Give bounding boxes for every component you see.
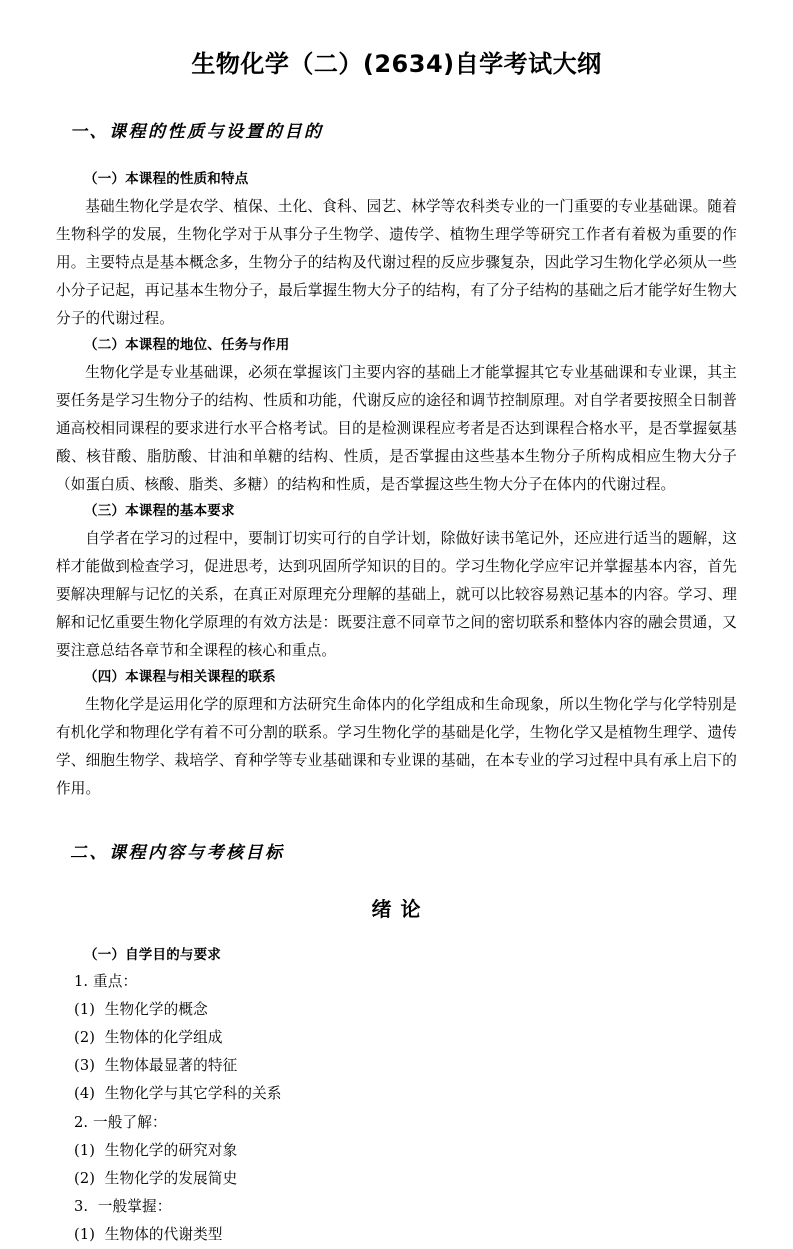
outline-list [56,968,737,1248]
spacer [56,925,737,943]
paragraph-1-1: 基础生物化学是农学、植保、土化、食科、园艺、林学等农科类专业的一门重要的专业基础课。随着生物科学的发展，生物化学对于从事分子生物学、遗传学、植物生理学等研究工作者有着极为重要的作用。主要特点是基本概念多，生物分子的结构及代谢过程的反应步骤复杂，因此学习生物化学必须从一些小分子记起，再记基本生物分子，最后掌握生物大分子的结构，有了分子结构的基础之后才能学好生物大分子的代谢过程。 [56,198,737,328]
paragraph-1-4: 生物化学是运用化学的原理和方法研究生命体内的化学组成和生命现象，所以生物化学与化学特别是有机化学和物理化学有着不可分割的联系。学习生物化学的基础是化学，生物化学又是植物生理学、遗传学、细胞生物学、栽培学、育种学等专业基础课和专业课的基础，在本专业的学习过程中具有承上启下的作用。 [56,695,737,797]
list-item: (2) 生物化学的发展简史 [74,1169,238,1187]
subsection-heading-1-2: （二）本课程的地位、任务与作用 [84,337,290,354]
chapter-title: 绪 论 [371,896,422,921]
list-item: (1) 生物化学的研究对象 [74,1141,238,1159]
subsection-heading-2-1: （一）自学目的与要求 [84,946,221,963]
spacer [56,145,737,167]
subsection-heading-1-4: （四）本课程与相关课程的联系 [84,669,276,686]
list-item: (1) 生物体的代谢类型 [74,1225,223,1243]
list-item: 3. 一般掌握： [74,1197,172,1215]
list-item: (2) 生物体的化学组成 [74,1029,223,1047]
section-heading-one: 一、课程的性质与设置的目的 [70,121,324,142]
subsection-heading-1-3: （三）本课程的基本要求 [84,503,235,520]
list-item: (4) 生物化学与其它学科的关系 [74,1085,282,1103]
list-item: (3) 生物体最显著的特征 [74,1057,238,1075]
subsection-heading-1-1: （一）本课程的性质和特点 [84,171,249,188]
spacer [56,867,737,893]
section-heading-two: 二、课程内容与考核目标 [70,843,285,864]
spacer [56,82,737,120]
list-item: (1) 生物化学的概念 [74,1001,208,1019]
page-title: 生物化学（二）(2634)自学考试大纲 [191,50,602,78]
paragraph-1-2: 生物化学是专业基础课，必须在掌握该门主要内容的基础上才能掌握其它专业基础课和专业课，其主要任务是学习生物分子的结构、性质和功能，代谢反应的途径和调节控制原理。对自学者要按照全日制普通高校相同课程的要求进行水平合格考试。目的是检测课程应考者是否达到课程合格水平，是否掌握氨基酸、核苷酸、脂肪酸、甘油和单糖的结构、性质，是否掌握由这些基本生物分子所构成相应生物大分子（如蛋白质、核酸、脂类、多糖）的结构和性质，是否掌握这些生物大分子在体内的代谢过程。 [56,363,737,494]
list-item: 1. 重点： [74,973,138,991]
spacer [56,803,737,841]
paragraph-1-3: 自学者在学习的过程中，要制订切实可行的自学计划，除做好读书笔记外，还应进行适当的题解，这样才能做到检查学习，促进思考，达到巩固所学知识的目的。学习生物化学应牢记并掌握基本内容，首先要解决理解与记忆的关系，在真正对原理充分理解的基础上，就可以比较容易熟记基本的内容。学习、理解和记忆重要生物化学原理的有效方法是：既要注意不同章节之间的密切联系和整体内容的融会贯通，又要注意总结各章节和全课程的核心和重点。 [56,529,737,660]
list-item: 2. 一般了解： [74,1113,167,1131]
